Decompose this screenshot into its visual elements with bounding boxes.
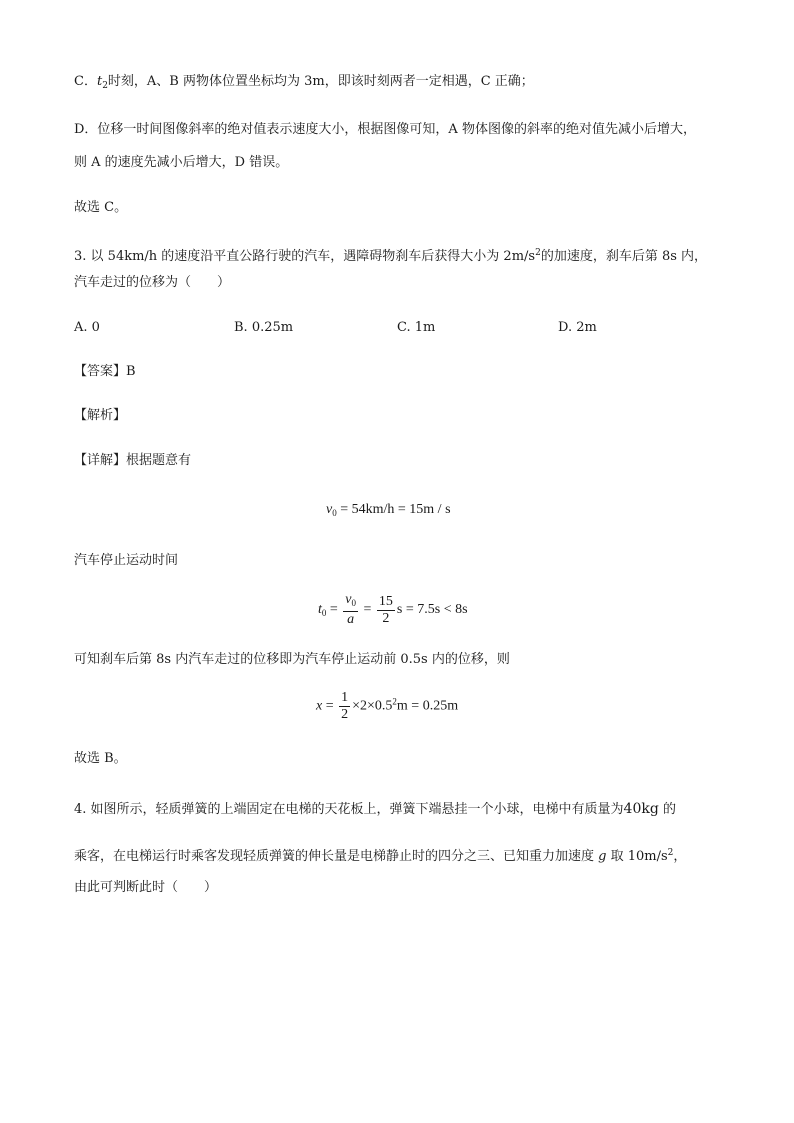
q3-line1-a: 3. 以 54km/h 的速度沿平直公路行驶的汽车，遇障碍物刹车后获得大小为 2m/s <box>74 249 536 264</box>
equation-initial-velocity <box>326 500 451 523</box>
question4-line2 <box>74 843 686 867</box>
answer-label: 【答案】B <box>74 364 136 379</box>
q4-line1-a: 4. 如图所示，轻质弹簧的上端固定在电梯的天花板上，弹簧下端悬挂一个小球，电梯中有质量为 <box>74 802 624 817</box>
q3-line1-b: 的加速度，刹车后第 8s 内， <box>540 249 708 264</box>
eq1-rhs: = 54km/h = 15m / s <box>336 502 451 517</box>
eq2-frac-v-a <box>343 592 358 628</box>
q4-g: g <box>598 849 607 864</box>
eq3-frac-1-2 <box>339 690 350 723</box>
question4-line1 <box>74 799 676 820</box>
q4-line1-b: 的 <box>658 802 676 817</box>
d-option-line1: D．位移一时间图像斜率的绝对值表示速度大小，根据图像可知，A 物体图像的斜率的绝对值先减小后增大， <box>74 122 696 137</box>
q3-sup: 2 <box>535 248 541 258</box>
stop-time-text: 汽车停止运动时间 <box>74 553 179 568</box>
c-rest: 时刻，A、B 两物体位置坐标均为 3m，即该时刻两者一定相遇，C 正确； <box>107 74 534 89</box>
option-b: B. 0.25m <box>234 320 294 335</box>
eq2-frac-15-2 <box>377 594 395 627</box>
equation-stop-time <box>318 592 468 628</box>
d-option-line2: 则 A 的速度先减小后增大，D 错误。 <box>74 155 289 170</box>
c-option-explanation <box>74 72 534 96</box>
eq3-eq: = <box>322 698 338 714</box>
analysis-label: 【解析】 <box>74 408 127 423</box>
q4-line2-c: ， <box>673 849 687 864</box>
eq2-eq2: = <box>360 602 375 618</box>
eq1-sub: 0 <box>332 508 337 518</box>
eq2-t: t <box>318 602 322 618</box>
eq3-num: 1 <box>341 690 349 705</box>
sub-2: 2 <box>102 81 108 91</box>
c-prefix: C． <box>74 74 97 89</box>
choose-b: 故选 B。 <box>74 751 127 766</box>
q4-line2-a: 乘客，在电梯运行时乘客发现轻质弹簧的伸长量是电梯静止时的四分之三、已知重力加速度 <box>74 849 599 864</box>
question3-line2: 汽车走过的位移为（ ） <box>74 275 231 290</box>
option-a: A. 0 <box>74 320 100 335</box>
q4-mass: 40kg <box>623 801 659 817</box>
option-d: D. 2m <box>558 320 597 335</box>
eq2-num-v: v <box>345 592 352 607</box>
choose-c: 故选 C。 <box>74 200 128 215</box>
eq3-x: x <box>316 698 323 714</box>
q4-sup: 2 <box>667 848 674 858</box>
eq2-tail: s = 7.5s < 8s <box>396 602 468 618</box>
var-t: t <box>96 74 103 89</box>
option-c: C. 1m <box>397 320 436 335</box>
eq2-num2: 15 <box>378 593 393 609</box>
known-text: 可知刹车后第 8s 内汽车走过的位移即为汽车停止运动前 0.5s 内的位移，则 <box>74 652 510 667</box>
eq3-tail: m = 0.25m <box>396 698 459 714</box>
eq3-mid: ×2×0.5 <box>352 698 393 714</box>
eq1-v: v <box>326 502 333 517</box>
eq2-t-sub: 0 <box>321 608 327 619</box>
eq2-den-a: a <box>347 612 355 627</box>
eq3-sup: 2 <box>392 696 397 707</box>
eq2-eq: = <box>326 602 342 618</box>
eq2-den2: 2 <box>382 610 390 626</box>
equation-displacement <box>316 690 458 723</box>
question4-line3: 由此可判断此时（ ） <box>74 880 218 895</box>
detail-label: 【详解】根据题意有 <box>74 453 192 468</box>
q4-line2-b: 取 10m/s <box>606 849 668 864</box>
eq3-den: 2 <box>341 707 349 722</box>
eq2-num-sub: 0 <box>351 598 357 608</box>
question3-line1 <box>74 243 707 267</box>
